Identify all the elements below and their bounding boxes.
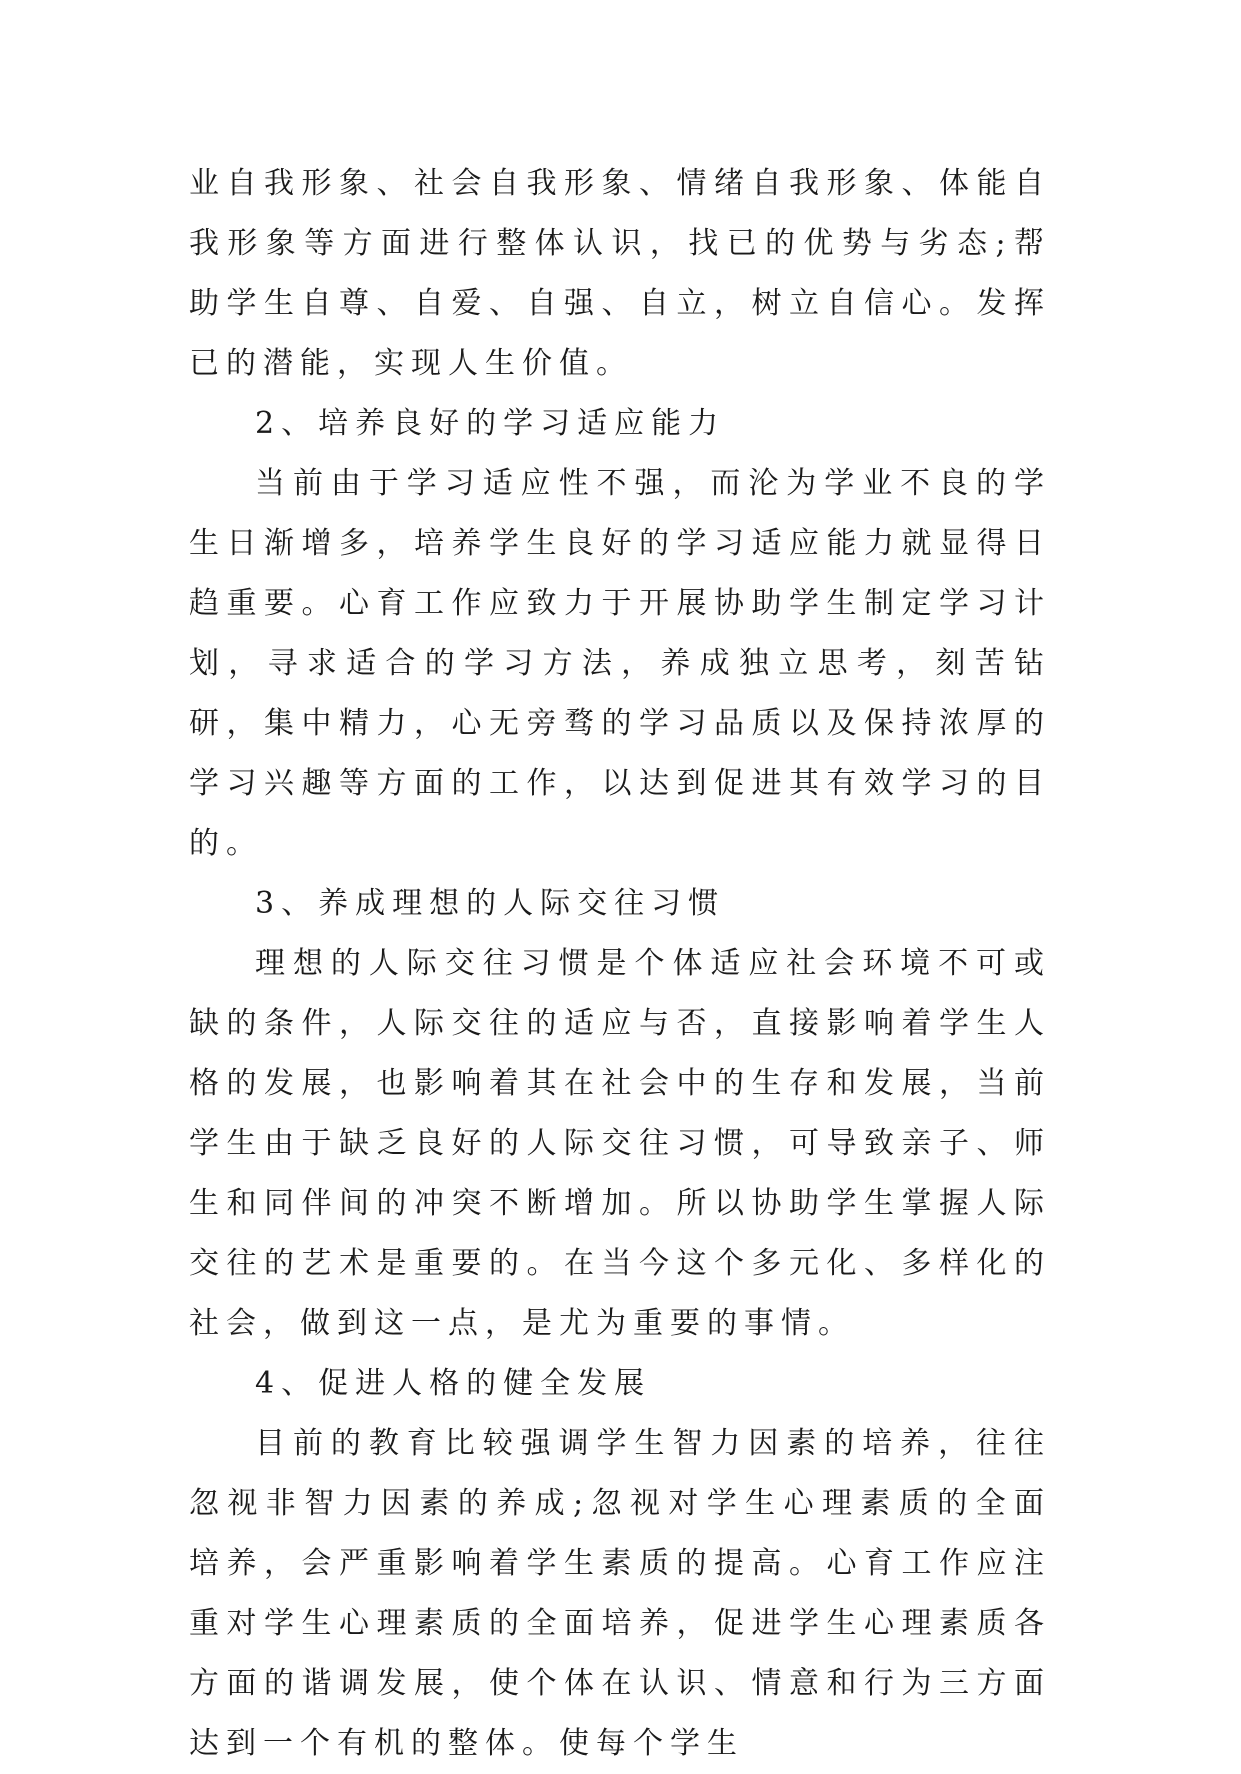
body-paragraph: 当前由于学习适应性不强，而沦为学业不良的学生日渐增多，培养学生良好的学习适应能力就显得日趋重要。心育工作应致力于开展协助学生制定学习计划，寻求适合的学习方法，养成独立思考，刻苦钻研，集中精力，心无旁骛的学习品质以及保持浓厚的学习兴趣等方面的工作，以达到促进其有效学习的目的。: [189, 466, 1051, 861]
section-heading: 2、培养良好的学习适应能力: [255, 406, 726, 441]
body-paragraph: 业自我形象、社会自我形象、情绪自我形象、体能自我形象等方面进行整体认识，找已的优势与劣态;帮助学生自尊、自爱、自强、自立，树立自信心。发挥已的潜能，实现人生价值。: [189, 166, 1051, 381]
section-heading: 4、促进人格的健全发展: [255, 1366, 652, 1401]
body-paragraph: 目前的教育比较强调学生智力因素的培养，往往忽视非智力因素的养成;忽视对学生心理素质的全面培养，会严重影响着学生素质的提高。心育工作应注重对学生心理素质的全面培养，促进学生心理素质各方面的谐调发展，使个体在认识、情意和行为三方面达到一个有机的整体。使每个学生: [189, 1426, 1051, 1761]
document-body: [189, 154, 1051, 1774]
section-heading: 3、养成理想的人际交往习惯: [255, 886, 726, 921]
body-paragraph: 理想的人际交往习惯是个体适应社会环境不可或缺的条件，人际交往的适应与否，直接影响着学生人格的发展，也影响着其在社会中的生存和发展，当前学生由于缺乏良好的人际交往习惯，可导致亲子、师生和同伴间的冲突不断增加。所以协助学生掌握人际交往的艺术是重要的。在当今这个多元化、多样化的社会，做到这一点，是尤为重要的事情。: [189, 946, 1051, 1341]
